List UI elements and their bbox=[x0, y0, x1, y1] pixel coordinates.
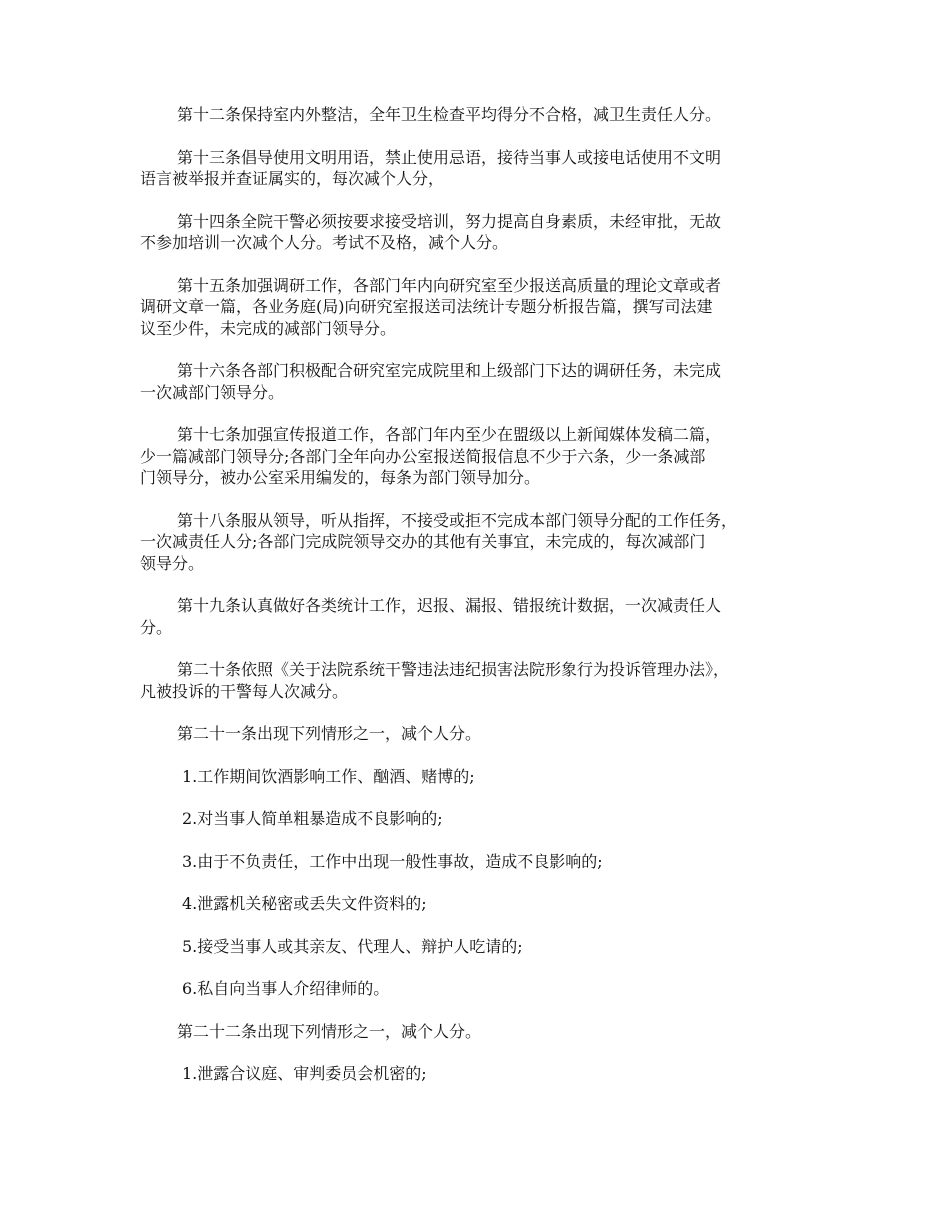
list-item: 2.对当事人简单粗暴造成不良影响的; bbox=[182, 809, 443, 828]
list-item: 3.由于不负责任，工作中出现一般性事故，造成不良影响的; bbox=[182, 851, 603, 871]
article-line: 第十六条各部门积极配合研究室完成院里和上级部门下达的调研任务，未完成 bbox=[177, 361, 722, 380]
article-19 bbox=[140, 595, 820, 638]
article-line: 第二十条依照《关于法院系统干警违法违纪损害法院形象行为投诉管理办法》， bbox=[177, 660, 730, 679]
article-17 bbox=[140, 424, 820, 489]
article-line: 第二十二条出现下列情形之一，减个人分。 bbox=[177, 1021, 482, 1041]
article-line: 一次减责任人分;各部门完成院领导交办的其他有关事宜，未完成的，每次减部门 bbox=[140, 532, 706, 551]
article-line: 分。 bbox=[140, 617, 173, 637]
article-line: 议至少件，未完成的减部门领导分。 bbox=[140, 318, 397, 338]
list-item: 4.泄露机关秘密或丢失文件资料的; bbox=[182, 894, 427, 913]
article-line: 门领导分，被办公室采用编发的，每条为部门领导加分。 bbox=[140, 468, 541, 487]
article-line: 第十四条全院干警必须按要求接受培训，努力提高自身素质，未经审批，无故 bbox=[177, 211, 722, 231]
list-item: 6.私自向当事人介绍律师的。 bbox=[182, 979, 390, 998]
article-line: 第十三条倡导使用文明用语，禁止使用忌语，接待当事人或接电话使用不文明 bbox=[177, 147, 722, 167]
article-line: 调研文章一篇，各业务庭(局)向研究室报送司法统计专题分析报告篇，撰写司法建 bbox=[140, 297, 713, 316]
article-line: 第十九条认真做好各类统计工作，迟报、漏报、错报统计数据，一次减责任人 bbox=[177, 596, 722, 615]
article-line: 第十七条加强宣传报道工作，各部门年内至少在盟级以上新闻媒体发稿二篇， bbox=[177, 425, 722, 444]
list-item: 1.工作期间饮酒影响工作、酗酒、赌博的; bbox=[182, 766, 475, 786]
document-body bbox=[140, 104, 820, 1106]
article-14 bbox=[140, 211, 820, 254]
article-line: 第二十一条出现下列情形之一，减个人分。 bbox=[177, 724, 482, 743]
article-line: 语言被举报并查证属实的，每次减个人分， bbox=[140, 169, 445, 188]
article-20 bbox=[140, 659, 820, 702]
article-line: 第十八条服从领导，听从指挥，不接受或拒不完成本部门领导分配的工作任务， bbox=[177, 510, 738, 530]
article-line: 不参加培训一次减个人分。考试不及格，减个人分。 bbox=[140, 233, 509, 252]
article-16 bbox=[140, 360, 820, 403]
list-item: 1.泄露合议庭、审判委员会机密的; bbox=[182, 1064, 427, 1083]
article-18 bbox=[140, 510, 820, 575]
article-22 bbox=[140, 1021, 820, 1043]
article-line: 第十二条保持室内外整洁，全年卫生检查平均得分不合格，减卫生责任人分。 bbox=[177, 105, 722, 124]
article-line: 少一篇减部门领导分;各部门全年向办公室报送简报信息不少于六条，少一条减部 bbox=[140, 446, 706, 466]
article-line: 第十五条加强调研工作，各部门年内向研究室至少报送高质量的理论文章或者 bbox=[177, 275, 722, 295]
list-item: 5.接受当事人或其亲友、代理人、辩护人吃请的; bbox=[182, 936, 523, 956]
article-21 bbox=[140, 723, 820, 745]
article-13 bbox=[140, 147, 820, 190]
article-12 bbox=[140, 104, 820, 126]
article-line: 领导分。 bbox=[140, 553, 205, 573]
article-line: 一次减部门领导分。 bbox=[140, 382, 285, 402]
article-line: 凡被投诉的干警每人次减分。 bbox=[140, 681, 349, 701]
article-15 bbox=[140, 275, 820, 340]
